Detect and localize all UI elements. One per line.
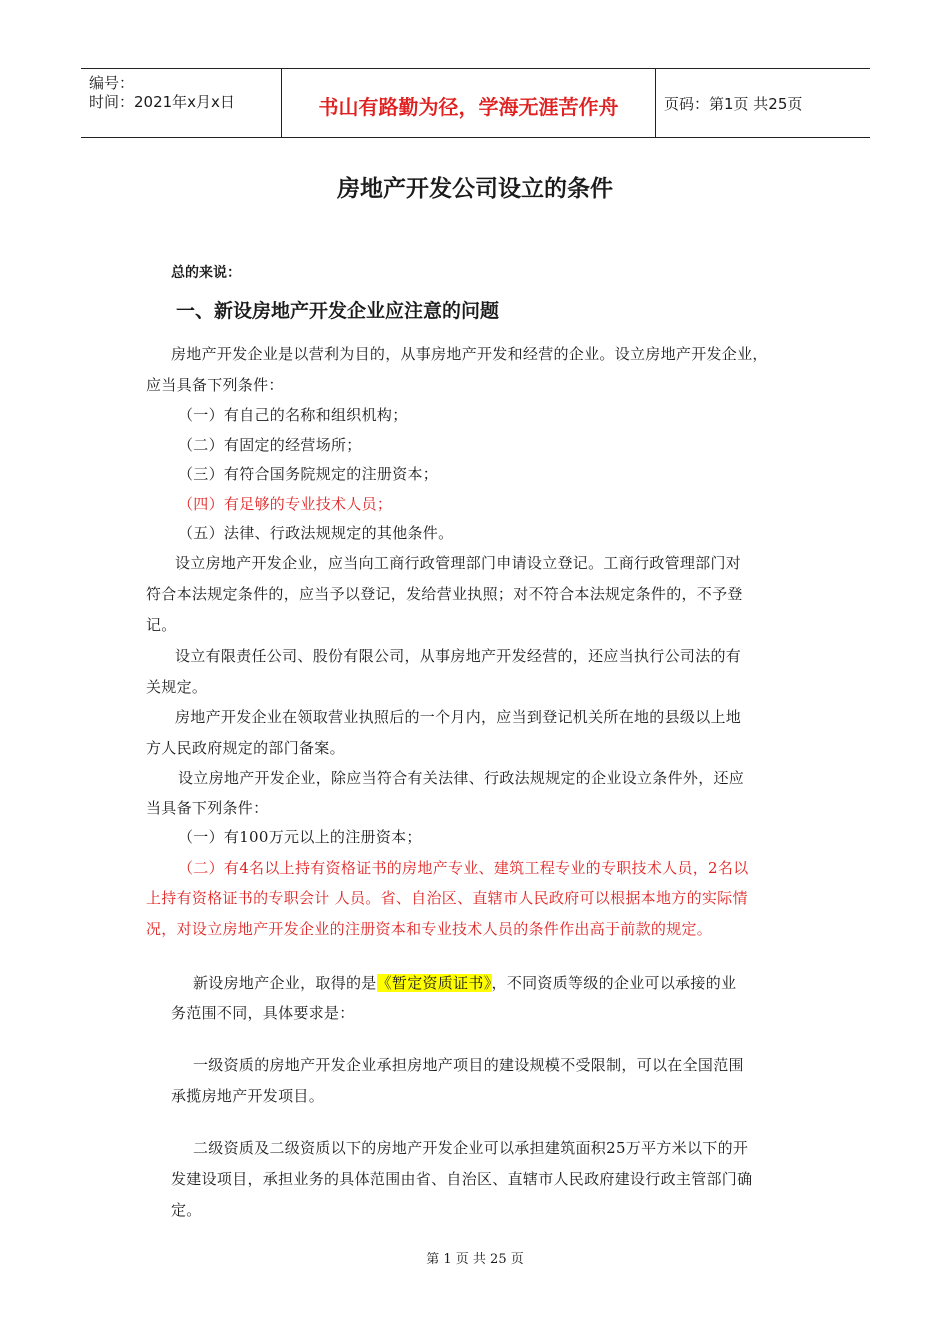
paragraph-text: 新设房地产企业，取得的是: [193, 974, 377, 992]
page-footer: 第 1 页 共 25 页: [426, 1252, 524, 1267]
paragraph-line: 应当具备下列条件：: [146, 376, 284, 394]
document-title: 房地产开发公司设立的条件: [337, 176, 613, 202]
requirement-item-emphasis: 况，对设立房地产开发企业的注册资本和专业技术人员的条件作出高于前款的规定。: [146, 920, 713, 938]
time-label: 时间：2021年x月x日: [89, 93, 235, 111]
requirement-item-emphasis: （二）有4名以上持有资格证书的房地产专业、建筑工程专业的专职技术人员，2名以: [178, 859, 749, 877]
paragraph-line: 符合本法规定条件的，应当予以登记，发给营业执照；对不符合本法规定条件的，不予登: [146, 585, 743, 603]
paragraph-line: 发建设项目，承担业务的具体范围由省、自治区、直辖市人民政府建设行政主管部门确: [171, 1170, 753, 1188]
summary-label: 总的来说：: [171, 265, 241, 281]
paragraph-line: 当具备下列条件：: [146, 799, 269, 817]
paragraph-line: 设立房地产开发企业，应当向工商行政管理部门申请设立登记。工商行政管理部门对: [175, 554, 742, 572]
paragraph-line: 一级资质的房地产开发企业承担房地产项目的建设规模不受限制，可以在全国范围: [193, 1056, 744, 1074]
paragraph-line: [193, 972, 736, 993]
page-info: 页码：第1页 共25页: [664, 95, 803, 113]
requirement-item: （一）有100万元以上的注册资本；: [178, 828, 422, 846]
highlighted-certificate-name: 《暂定资质证书》: [376, 974, 492, 992]
paragraph-line: 关规定。: [146, 678, 208, 696]
document-header-table: [81, 68, 870, 138]
paragraph-text: ，不同资质等级的企业可以承接的业: [491, 974, 737, 992]
condition-item: （二）有固定的经营场所；: [178, 436, 362, 454]
requirement-item-emphasis: 上持有资格证书的专职会计 人员。省、自治区、直辖市人民政府可以根据本地方的实际情: [146, 889, 748, 907]
header-page-cell: [656, 69, 870, 137]
motto-text: 书山有路勤为径，学海无涯苦作舟: [318, 95, 619, 119]
condition-item-emphasis: （四）有足够的专业技术人员；: [178, 495, 393, 513]
paragraph-line: 设立房地产开发企业，除应当符合有关法律、行政法规规定的企业设立条件外，还应: [178, 769, 745, 787]
section-heading: 一、新设房地产开发企业应注意的问题: [176, 300, 500, 322]
paragraph-line: 二级资质及二级资质以下的房地产开发企业可以承担建筑面积25万平方米以下的开: [193, 1139, 749, 1157]
header-motto-cell: [281, 69, 656, 137]
paragraph-line: 定。: [171, 1201, 202, 1219]
paragraph-line: 房地产开发企业是以营利为目的，从事房地产开发和经营的企业。设立房地产开发企业，: [171, 345, 768, 363]
paragraph-line: 设立有限责任公司、股份有限公司，从事房地产开发经营的，还应当执行公司法的有: [175, 647, 742, 665]
paragraph-line: 记。: [146, 616, 177, 634]
paragraph-line: 方人民政府规定的部门备案。: [146, 739, 345, 757]
number-label: 编号：: [89, 74, 135, 92]
header-meta-cell: [81, 69, 281, 137]
paragraph-line: 承揽房地产开发项目。: [171, 1087, 325, 1105]
condition-item: （一）有自己的名称和组织机构；: [178, 406, 408, 424]
paragraph-line: 房地产开发企业在领取营业执照后的一个月内，应当到登记机关所在地的县级以上地: [175, 708, 742, 726]
paragraph-line: 务范围不同，具体要求是：: [171, 1004, 355, 1022]
condition-item: （五）法律、行政法规规定的其他条件。: [178, 524, 454, 542]
condition-item: （三）有符合国务院规定的注册资本；: [178, 465, 439, 483]
